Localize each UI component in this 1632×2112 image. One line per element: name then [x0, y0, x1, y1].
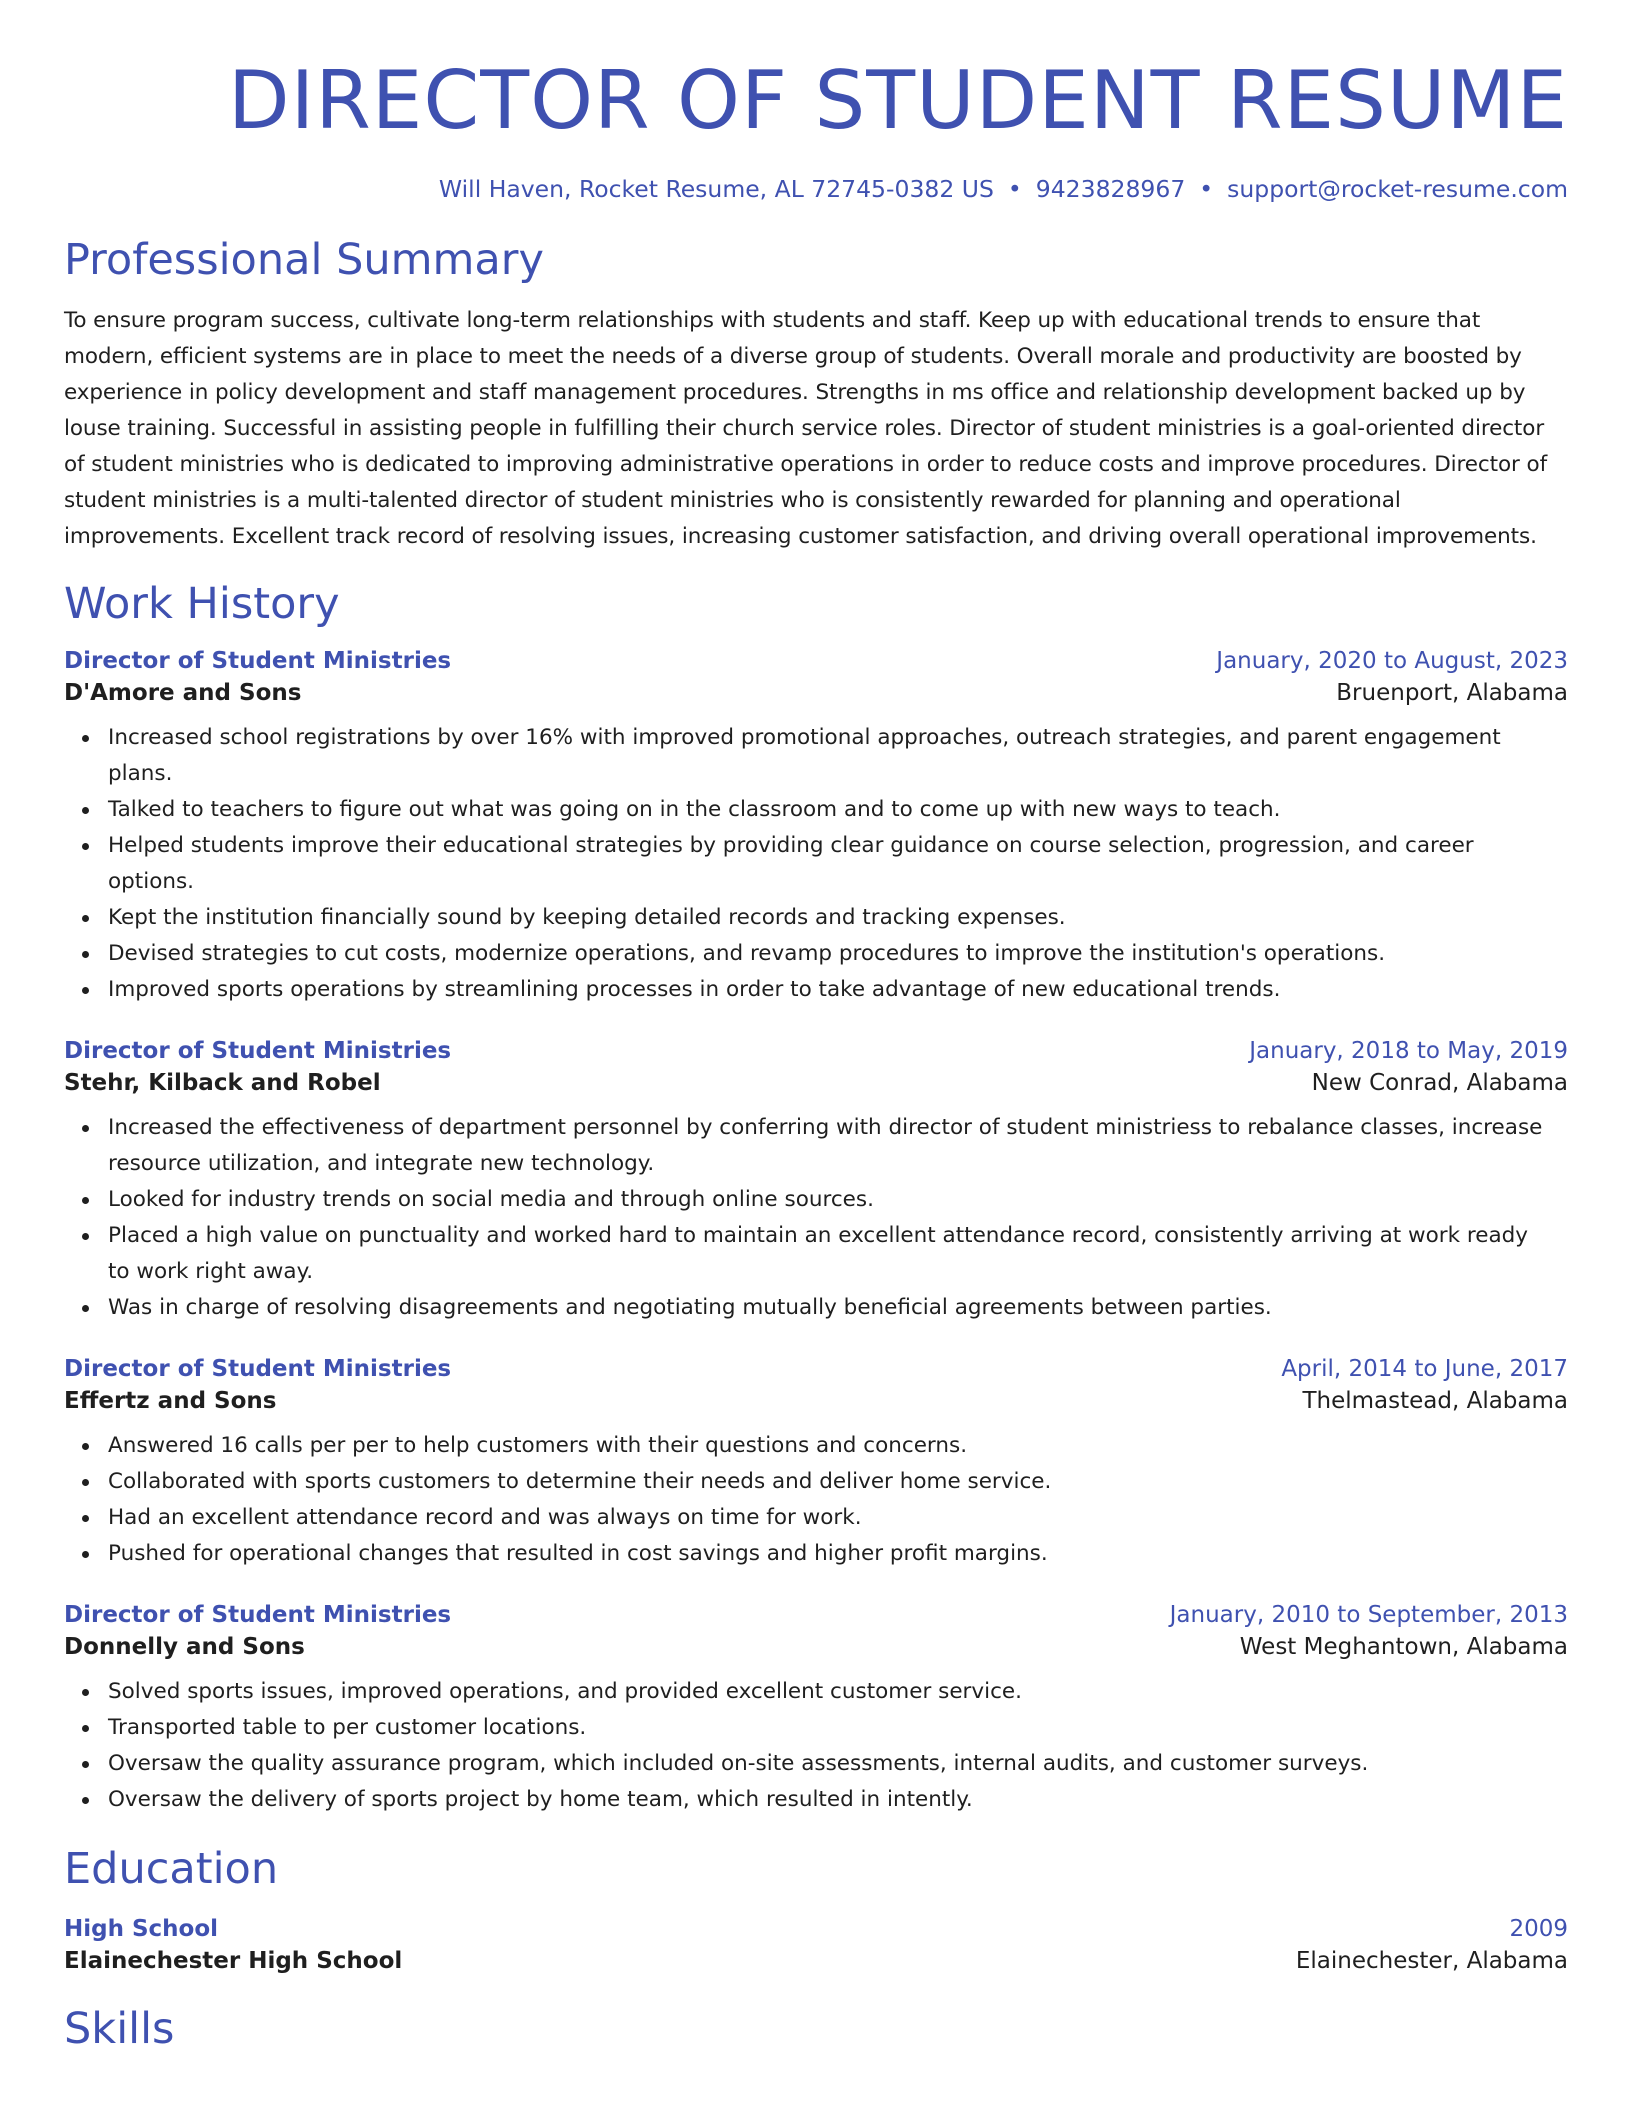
job-entry: [64, 648, 1568, 1008]
job-bullet: Solved sports issues, improved operations, and provided excellent customer service.: [108, 1674, 1568, 1710]
job-bullet: Oversaw the delivery of sports project by home team, which resulted in intently.: [108, 1782, 1568, 1818]
job-bullet: Increased the effectiveness of department personnel by conferring with director of student ministriess to rebalance classes, increase resource utilization, and integrate new technology.: [108, 1110, 1568, 1182]
job-bullet: Kept the institution financially sound by keeping detailed records and tracking expenses.: [108, 900, 1568, 936]
job-company: D'Amore and Sons: [64, 680, 302, 707]
education-school: Elainechester High School: [64, 1947, 403, 1974]
job-bullets: [64, 720, 1568, 1008]
job-dates: January, 2020 to August, 2023: [1216, 648, 1568, 675]
contact-separator: •: [1007, 175, 1022, 203]
job-bullet: Looked for industry trends on social media and through online sources.: [108, 1182, 1568, 1218]
job-bullet: Answered 16 calls per per to help customers with their questions and concerns.: [108, 1428, 1568, 1464]
job-location: Bruenport, Alabama: [1336, 680, 1568, 707]
education-heading: Education: [64, 1844, 279, 1895]
contact-email: support@rocket-resume.com: [1227, 175, 1568, 203]
job-company: Effertz and Sons: [64, 1388, 277, 1415]
summary-text: To ensure program success, cultivate long-term relationships with students and staff. Keep up with educational trends to ensure that modern, efficient systems are in place to meet the needs of a diverse group of students. Overall morale and productivity are boosted by experience in policy development and staff management procedures. Strengths in ms office and relationship development backed up by louse training. Successful in assisting people in fulfilling their church service roles. Director of student ministries is a goal-oriented director of student ministries who is dedicated to improving administrative operations in order to reduce costs and improve procedures. Director of student ministries is a multi-talented director of student ministries who is consistently rewarded for planning and operational improvements. Excellent track record of resolving issues, increasing customer satisfaction, and driving overall operational improvements.: [64, 307, 1548, 549]
contact-line: [64, 175, 1568, 203]
education-location: Elainechester, Alabama: [1295, 1947, 1568, 1974]
resume-title: DIRECTOR OF STUDENT RESUME: [228, 54, 1568, 147]
job-dates: January, 2018 to May, 2019: [1249, 1038, 1568, 1065]
job-entry: [64, 1356, 1568, 1572]
education-degree: High School: [64, 1915, 219, 1942]
job-title: Director of Student Ministries: [64, 1602, 452, 1629]
summary-heading: Professional Summary: [64, 235, 544, 285]
job-company: Donnelly and Sons: [64, 1634, 305, 1661]
job-title: Director of Student Ministries: [64, 1356, 452, 1383]
job-bullet: Helped students improve their educational strategies by providing clear guidance on course selection, progression, and career options.: [108, 828, 1568, 900]
job-bullet: Devised strategies to cut costs, modernize operations, and revamp procedures to improve the institution's operations.: [108, 936, 1568, 972]
job-title: Director of Student Ministries: [64, 648, 452, 675]
job-bullet: Oversaw the quality assurance program, which included on-site assessments, internal audits, and customer surveys.: [108, 1746, 1568, 1782]
job-bullet: Was in charge of resolving disagreements and negotiating mutually beneficial agreements between parties.: [108, 1290, 1568, 1326]
job-bullet: Pushed for operational changes that resulted in cost savings and higher profit margins.: [108, 1536, 1568, 1572]
resume-page: [64, 0, 1568, 2055]
job-bullet: Had an excellent attendance record and was always on time for work.: [108, 1500, 1568, 1536]
job-bullet: Talked to teachers to figure out what was going on in the classroom and to come up with new ways to teach.: [108, 792, 1568, 828]
job-dates: April, 2014 to June, 2017: [1281, 1356, 1568, 1383]
job-bullet: Collaborated with sports customers to determine their needs and deliver home service.: [108, 1464, 1568, 1500]
job-bullet: Placed a high value on punctuality and worked hard to maintain an excellent attendance record, consistently arriving at work ready to work right away.: [108, 1218, 1568, 1290]
job-bullets: [64, 1110, 1568, 1326]
education-entry: [64, 1916, 1568, 1974]
job-entry: [64, 1602, 1568, 1818]
job-bullet: Improved sports operations by streamlining processes in order to take advantage of new educational trends.: [108, 972, 1568, 1008]
job-location: West Meghantown, Alabama: [1239, 1634, 1568, 1661]
contact-phone: 9423828967: [1035, 175, 1186, 203]
job-bullets: [64, 1674, 1568, 1818]
job-entry: [64, 1038, 1568, 1326]
work-history-heading: Work History: [64, 578, 340, 629]
work-history-list: [64, 648, 1568, 1818]
education-year: 2009: [1509, 1915, 1568, 1942]
job-bullets: [64, 1428, 1568, 1572]
job-company: Stehr, Kilback and Robel: [64, 1070, 381, 1097]
contact-separator: •: [1199, 175, 1214, 203]
skills-heading: Skills: [64, 2003, 175, 2054]
contact-address: Will Haven, Rocket Resume, AL 72745-0382 US: [438, 175, 994, 203]
job-location: New Conrad, Alabama: [1311, 1070, 1568, 1097]
job-bullet: Increased school registrations by over 16% with improved promotional approaches, outreach strategies, and parent engagement plans.: [108, 720, 1568, 792]
job-bullet: Transported table to per customer locations.: [108, 1710, 1568, 1746]
job-title: Director of Student Ministries: [64, 1038, 452, 1065]
job-location: Thelmastead, Alabama: [1302, 1388, 1568, 1415]
job-dates: January, 2010 to September, 2013: [1169, 1602, 1568, 1629]
